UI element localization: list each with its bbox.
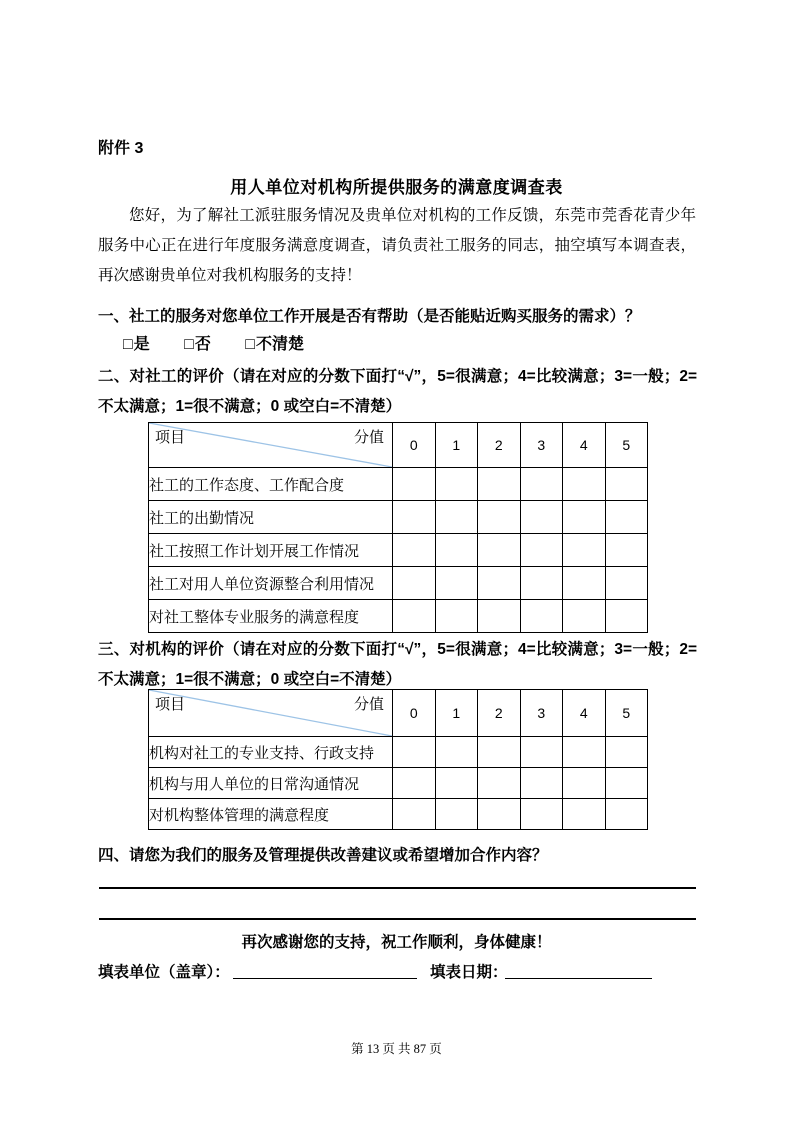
table-row [149, 534, 648, 567]
score-cell[interactable] [605, 600, 648, 633]
table-row [149, 768, 648, 799]
row-label: 社工对用人单位资源整合利用情况 [149, 567, 393, 600]
score-cell[interactable] [435, 600, 478, 633]
table-row [149, 567, 648, 600]
score-cell[interactable] [435, 534, 478, 567]
score-cell[interactable] [435, 799, 478, 830]
question4-heading: 四、请您为我们的服务及管理提供改善建议或希望增加合作内容？ [98, 847, 548, 864]
score-cell[interactable] [393, 737, 436, 768]
corner-score-label: 分值 [353, 429, 384, 446]
score-cell[interactable] [435, 501, 478, 534]
option-yes[interactable] [123, 331, 150, 354]
score-cell[interactable] [520, 799, 563, 830]
score-cell[interactable] [563, 600, 606, 633]
table-corner-cell [149, 423, 393, 468]
option-no-label: 否 [194, 336, 211, 353]
question1-heading: 一、社工的服务对您单位工作开展是否有帮助（是否能贴近购买服务的需求）？ [98, 308, 641, 325]
score-cell[interactable] [435, 768, 478, 799]
score-column-header: 1 [435, 423, 478, 468]
option-unclear[interactable] [245, 331, 304, 354]
score-cell[interactable] [393, 600, 436, 633]
option-yes-label: 是 [133, 336, 150, 353]
score-column-header: 2 [478, 423, 521, 468]
score-column-header: 0 [393, 690, 436, 737]
score-column-header: 5 [605, 423, 648, 468]
score-cell[interactable] [563, 468, 606, 501]
unit-label: 填表单位（盖章）： [98, 964, 230, 981]
score-cell[interactable] [563, 737, 606, 768]
corner-item-label: 项目 [155, 696, 186, 713]
table-row [149, 501, 648, 534]
score-cell[interactable] [435, 468, 478, 501]
checkbox-icon[interactable]: □ [123, 336, 133, 353]
table-row [149, 468, 648, 501]
row-label: 社工按照工作计划开展工作情况 [149, 534, 393, 567]
intro-paragraph: 您好，为了解社工派驻服务情况及贵单位对机构的工作反馈，东莞市莞香花青少年服务中心正在进行年度服务满意度调查，请负责社工服务的同志，抽空填写本调查表，再次感谢贵单位对我机构服务的支持！ [98, 207, 696, 284]
score-column-header: 1 [435, 690, 478, 737]
score-cell[interactable] [563, 567, 606, 600]
score-cell[interactable] [478, 600, 521, 633]
corner-item-label: 项目 [155, 429, 186, 446]
row-label: 机构与用人单位的日常沟通情况 [149, 768, 393, 799]
row-label: 对社工整体专业服务的满意程度 [149, 600, 393, 633]
score-cell[interactable] [393, 799, 436, 830]
score-cell[interactable] [520, 600, 563, 633]
score-cell[interactable] [605, 737, 648, 768]
score-cell[interactable] [605, 567, 648, 600]
table-row [149, 737, 648, 768]
score-cell[interactable] [393, 468, 436, 501]
table-row [149, 600, 648, 633]
answer-line-2[interactable] [99, 918, 696, 920]
score-column-header: 4 [563, 690, 606, 737]
score-cell[interactable] [478, 567, 521, 600]
table-corner-cell [149, 690, 393, 737]
score-cell[interactable] [435, 567, 478, 600]
score-cell[interactable] [478, 799, 521, 830]
score-cell[interactable] [605, 468, 648, 501]
date-blank-field[interactable] [505, 960, 652, 979]
score-column-header: 3 [520, 690, 563, 737]
score-cell[interactable] [563, 799, 606, 830]
score-cell[interactable] [393, 534, 436, 567]
score-cell[interactable] [563, 501, 606, 534]
row-label: 机构对社工的专业支持、行政支持 [149, 737, 393, 768]
agency-rating-table [148, 689, 648, 830]
score-cell[interactable] [520, 468, 563, 501]
score-column-header: 3 [520, 423, 563, 468]
signature-row [98, 960, 698, 982]
unit-blank-field[interactable] [233, 960, 417, 979]
corner-score-label: 分值 [353, 696, 384, 713]
row-label: 社工的出勤情况 [149, 501, 393, 534]
date-label: 填表日期： [430, 964, 508, 981]
score-cell[interactable] [520, 534, 563, 567]
score-cell[interactable] [478, 501, 521, 534]
score-cell[interactable] [520, 501, 563, 534]
score-cell[interactable] [393, 501, 436, 534]
checkbox-icon[interactable]: □ [184, 336, 194, 353]
score-cell[interactable] [393, 567, 436, 600]
score-column-header: 2 [478, 690, 521, 737]
score-cell[interactable] [605, 799, 648, 830]
score-cell[interactable] [563, 768, 606, 799]
score-column-header: 5 [605, 690, 648, 737]
score-cell[interactable] [393, 768, 436, 799]
score-cell[interactable] [478, 468, 521, 501]
score-cell[interactable] [520, 567, 563, 600]
score-column-header: 4 [563, 423, 606, 468]
row-label: 对机构整体管理的满意程度 [149, 799, 393, 830]
thanks-line: 再次感谢您的支持，祝工作顺利，身体健康！ [241, 934, 552, 951]
question3-heading: 三、对机构的评价（请在对应的分数下面打“√”，5=很满意；4=比较满意；3=一般；2=不太满意；1=很不满意；0 或空白=不清楚） [98, 641, 697, 688]
table-row [149, 799, 648, 830]
score-cell[interactable] [435, 737, 478, 768]
question2-heading: 二、对社工的评价（请在对应的分数下面打“√”，5=很满意；4=比较满意；3=一般；2=不太满意；1=很不满意；0 或空白=不清楚） [98, 368, 697, 415]
social-worker-rating-table [148, 422, 648, 633]
page-title: 用人单位对机构所提供服务的满意度调查表 [230, 178, 563, 197]
score-column-header: 0 [393, 423, 436, 468]
score-cell[interactable] [605, 768, 648, 799]
attachment-label: 附件 3 [98, 140, 144, 157]
page-number-footer: 第 13 页 共 87 页 [351, 1042, 442, 1056]
answer-line-1[interactable] [99, 887, 696, 889]
score-cell[interactable] [563, 534, 606, 567]
option-no[interactable] [184, 331, 211, 354]
score-cell[interactable] [478, 768, 521, 799]
score-cell[interactable] [605, 534, 648, 567]
checkbox-icon[interactable]: □ [245, 336, 255, 353]
score-cell[interactable] [520, 737, 563, 768]
score-cell[interactable] [520, 768, 563, 799]
option-unclear-label: 不清楚 [255, 336, 304, 353]
row-label: 社工的工作态度、工作配合度 [149, 468, 393, 501]
question1-options [123, 331, 334, 354]
score-cell[interactable] [478, 737, 521, 768]
score-cell[interactable] [478, 534, 521, 567]
score-cell[interactable] [605, 501, 648, 534]
